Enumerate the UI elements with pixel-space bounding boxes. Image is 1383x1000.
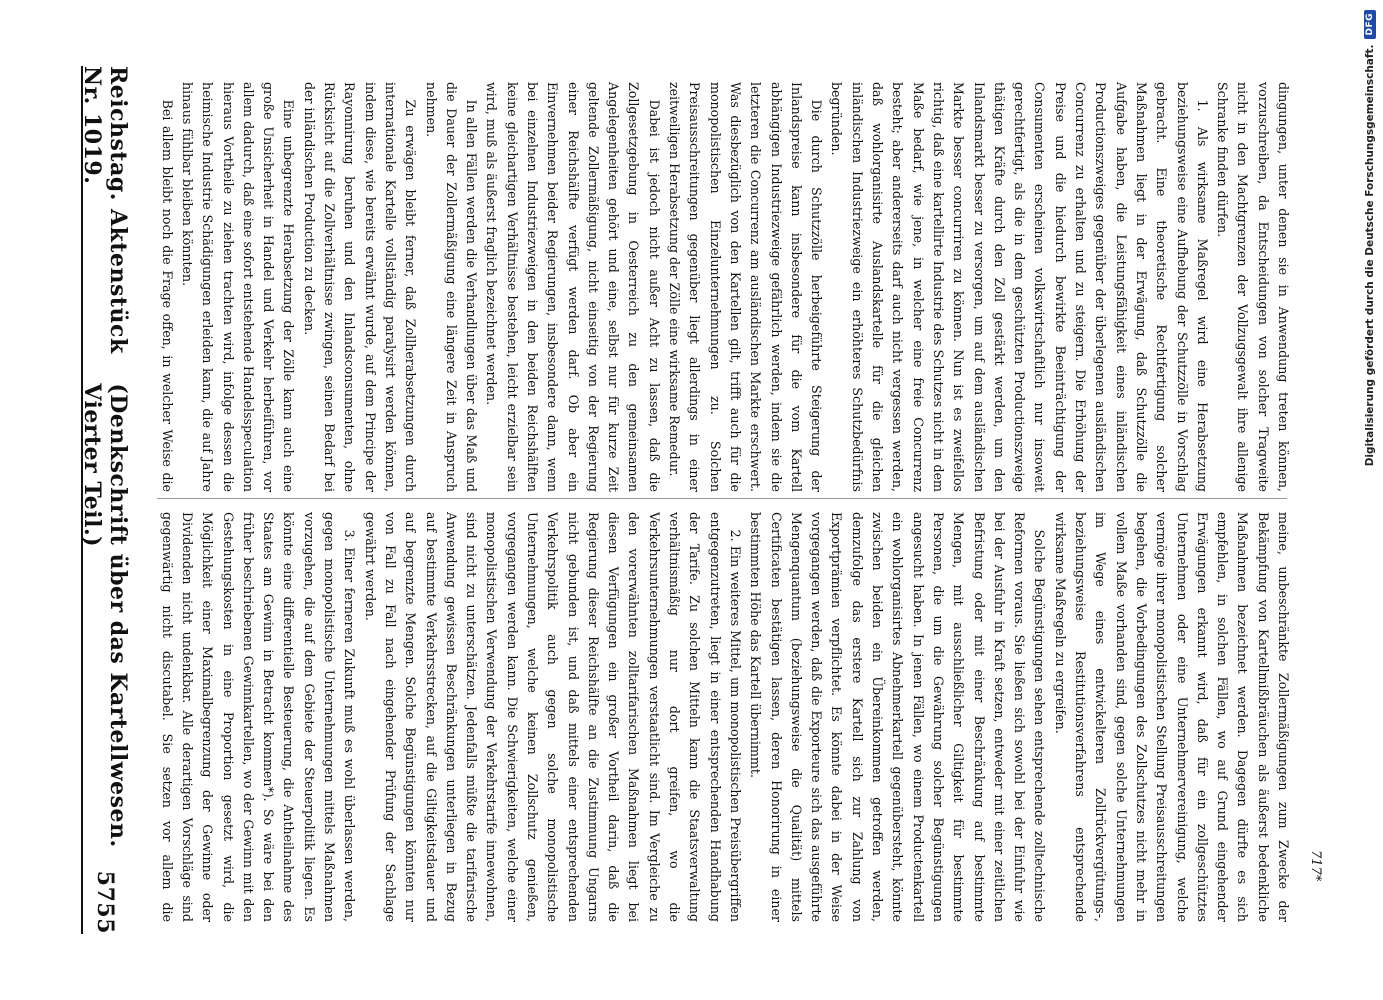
- column-divider: [157, 498, 1287, 499]
- paragraph: 1. Als wirksame Maßregel wird eine Herabsetzung beziehungsweise eine Aufhebung der Schutzzölle in Vorschlag gebracht. Eine theoretische Rechtfertigung solcher Maßnahmen liegt in der Erwägung, daß Schutzzölle die Aufgabe haben, die Leistungsfähigkeit eines inländischen Productionszweiges gegenüber der überlegenen ausländischen Concurrenz zu erhalten und zu steigern. Die Erhöhung der Preise und die hiedurch bewirkte Beeinträchtigung der Consumenten erscheinen volkswirtschaftlich nur insoweit gerechtfertigt, als die in dem geschützten Productionszweige thätigen Kräfte durch den Zoll gestärkt werden, um den Inlandsmarkt besser zu versorgen, um auf dem ausländischen Markte besser concurriren zu können. Nun ist es zweifellos richtig, daß eine kartellirte Industrie des Schutzes nicht in dem Maße bedarf, wie jene, in welcher eine freie Concurrenz besteht; aber andererseits darf auch nicht vergessen werden, daß wohlorganisirte Auslandskartelle für die gleichen inländischen Industriezweige ein erhöhteres Schutzbedürfnis begründen.: [829, 82, 1210, 492]
- paragraph: Dabei ist jedoch nicht außer Acht zu lassen, daß die Zollgesetzgebung in Oesterreich zu den gemeinsamen Angelegenheiten gehört und eine, selbst nur für kurze Zeit geltende Zollermäßigung, nicht einseitig von der Regierung einer Reichshälfte verfügt werden darf. Ob aber ein Einvernehmen beider Regierungen, insbesondere dann, wenn bei einzelnen Industriezweigen in den beiden Reichshälften keine gleichartigen Verhältnisse bestehen, leicht erzielbar sein wird, muß als äußerst fraglich bezeichnet werden.: [484, 82, 662, 492]
- paragraph: Die durch Schutzzölle herbeigeführte Steigerung der Inlandspreise kann insbesondere für die vom Kartell abhängigen Industriezweige gefährlich werden, indem sie die letzteren die Concurrenz am ausländischen Markte erschwert. Was diesbezüglich von den Kartellen gilt, trifft auch für die monopolistischen Einzelunternehmungen zu. Solchen Preisausschreitungen gegenüber liegt allerdings in einer zeitweiligen Herabsetzung der Zölle eine wirksame Remedur.: [667, 82, 825, 492]
- paragraph: Zu erwägen bleibt ferner, daß Zollherabsetzungen durch internationale Kartelle vollständig paralysirt werden können, indem diese, wie bereits erwähnt wurde, auf dem Principe der Rayonnirung beruhen und den Inlandsconsumenten, ohne Rücksicht auf die Zollverhältnisse zwingen, seinen Bedarf bei der inländischen Production zu decken.: [301, 82, 419, 492]
- header-rule: [81, 66, 83, 934]
- running-head: [79, 66, 131, 934]
- dfg-logo: DFG: [1364, 10, 1376, 39]
- right-text-column: [153, 512, 1293, 922]
- page-number: 5755: [92, 870, 118, 934]
- paragraph: Eine unbegrenzte Herabsetzung der Zölle kann auch eine große Unsicherheit in Handel und Verkehr herbeiführen, vor allem dadurch, daß eine sofort entstehende Handelsspeculation hieraus Vortheile zu ziehen trachten wird, infolge dessen die heimische Industrie Schädigungen erleiden kann, die auf Jahre hinaus fühlbar bleiben könnten.: [179, 82, 297, 492]
- digitization-credit: [1362, 10, 1378, 995]
- credit-text: Digitalisierung gefördert durch die Deutsche Forschungsgemeinschaft.: [1364, 44, 1376, 467]
- paragraph: In allen Fällen werden die Verhandlungen über das Maß und die Dauer der Zollermäßigung eine längere Zeit in Anspruch nehmen.: [423, 82, 480, 492]
- paragraph: Bei allem bleibt noch die Frage offen, in welcher Weise die: [159, 99, 175, 492]
- running-head-center: (Denkschrift über das Kartellwesen. Vierter Teil.): [79, 383, 131, 848]
- paragraph: 3. Einer ferneren Zukunft muß es wohl überlassen werden, gegen monopolistische Unternehmungen mittels Maßnahmen vorzugehen, die auf dem Gebiete der Steuerpolitik liegen. Es könnte eine differentielle Besteuerung, die Antheilnahme des Staates am Gewinn in Betracht kommen*). So wäre bei den früher beschriebenen Gewinnkartellen, wo der Gewinn mit den Gestehungskosten in eine Proportion gesetzt wird, die Möglichkeit einer Maximalbegrenzung der Gewinne oder Dividenden nicht undenkbar. Alle derartigen Vorschläge sind gegenwärtig nicht discutabel. Sie setzen vor allem die: [159, 512, 358, 922]
- sheet-signature: 717*: [1308, 850, 1323, 882]
- running-head-left: Reichstag. Aktenstück Nr. 1019.: [79, 66, 131, 354]
- paragraph: dingungen, unter denen sie in Anwendung treten können, vorzuschreiben, da Entscheidungen von solcher Tragweite nicht in den Machtgrenzen der Vollzugsgewalt ihre allenige Schranke finden dürfen.: [1215, 82, 1291, 492]
- paragraph: Solche Begünstigungen sehen entsprechende zolltechnische Reformen voraus. Sie ließen sich sowohl bei der Einfuhr wie bei der Ausfuhr in Kraft setzen, entweder mit einer zeitlichen Befristung oder mit einer Beschränkung auf bestimmte Mengen, mit ausschließlicher Giltigkeit für bestimmte Personen, die um die Gewährung solcher Begünstigungen angesucht haben. In jenen Fällen, wo einem Productenkartell ein wohlorganisirtes Abnehmerkartell gegenübersteht, könnte zwischen beiden ein Übereinkommen getroffen werden, demzufolge das erstere Kartell sich zur Zahlung von Exportprämien verpflichtet. Es könnte dabei in der Weise vorgegangen werden, daß die Exporteure sich das ausgeführte Mengenquantum (beziehungsweise die Qualität) mittels Certificaten bestätigen lassen, deren Honorirung in einer bestimmten Höhe das Kartell übernimmt.: [748, 512, 1048, 922]
- left-text-column: [153, 82, 1293, 492]
- paragraph: 2. Ein weiteres Mittel, um monopolistischen Preisübergriffen entgegenzutreten, liegt in einer entsprechenden Handhabung der Tarife. Zu solchen Mitteln kann die Staatsverwaltung verhältnismäßig nur dort greifen, wo die Verkehrsunternehmungen verstaatlicht sind. Im Vergleiche zu den vorerwähnten zolltarifarischen Maßnahmen liegt bei diesen Verfügungen ein großer Vortheil darin, daß die Regierung dieser Reichshälfte an die Zustimmung Ungarns nicht gebunden ist, und daß mittels einer entsprechenden Verkehrspolitik auch gegen solche monopolistische Unternehmungen, welche keinen Zollschutz genießen, vorgegangen werden kann. Die Schwierigkeiten, welche einer monopolistischen Verwendung der Verkehrstarife innewohnen, sind nicht zu unterschätzen. Jedenfalls müßte die tarifarische Anwendung gewissen Beschränkungen unterliegen in Bezug auf bestimmte Verkehrsstrecken, auf die Giltigkeitsdauer und auf begrenzte Mengen. Solche Begünstigungen könnten nur von Fall zu Fall nach eingehender Prüfung der Sachlage gewährt werden.: [362, 512, 743, 922]
- paragraph: meine, unbeschränkte Zollermäßigungen zum Zwecke der Bekämpfung von Kartellmißbräuchen als äußerst bedenkliche Maßnahmen bezeichnet werden. Dagegen dürfte es sich empfehlen, in solchen Fällen, wo auf Grund eingehender Erwägungen erkannt wird, daß für ein zollgeschütztes Unternehmen oder eine Unternehmervereinigung, welche vermöge ihrer monopolistischen Stellung Preisausschreitungen begehen, die Vorbedingungen des Zollschutzes nicht mehr in vollem Maße vorhanden sind, gegen solche Unternehmungen im Wege eines entwickelteren Zollrückvergütungs-, beziehungsweise Restitutionsverfahrens entsprechende wirksame Maßregeln zu ergreifen.: [1052, 512, 1291, 922]
